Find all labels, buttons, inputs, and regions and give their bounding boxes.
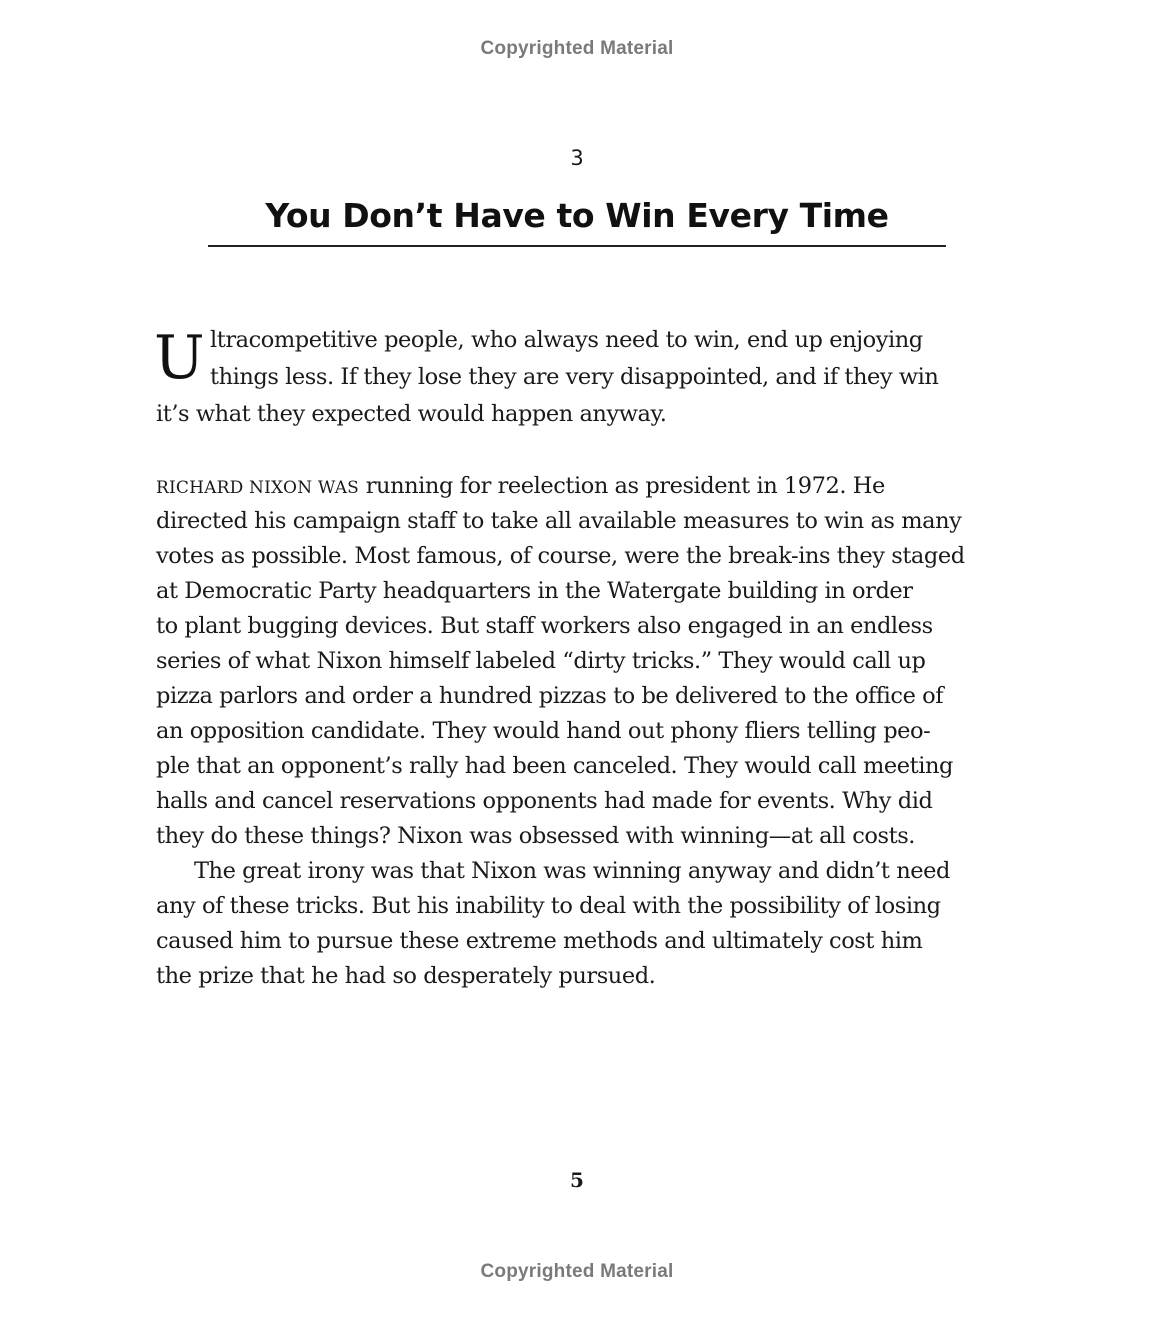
body-line: the prize that he had so desperately pursued. [156,963,656,989]
chapter-number: 3 [570,146,584,170]
body-line: they do these things? Nixon was obsessed with winning—at all costs. [156,823,915,849]
body-line: The great irony was that Nixon was winning anyway and didn’t need [194,858,950,884]
body-line: directed his campaign staff to take all available measures to win as many [156,508,962,534]
first-line-rest: running for reelection as president in 1972. He [359,473,885,499]
copyright-watermark-top: Copyrighted Material [480,38,674,59]
body-line: pizza parlors and order a hundred pizzas to be delivered to the office of [156,683,944,709]
intro-paragraph [156,322,1006,433]
intro-line: it’s what they expected would happen anyway. [156,401,667,427]
body-line: votes as possible. Most famous, of course, were the break-ins they staged [156,543,965,569]
body-line: an opposition candidate. They would hand out phony fliers telling peo- [156,718,931,744]
chapter-title: You Don’t Have to Win Every Time [265,196,889,235]
body-line-first [156,469,1006,504]
lead-in-smallcaps: RICHARD NIXON WAS [156,478,360,498]
body-line: ple that an opponent’s rally had been canceled. They would call meeting [156,753,953,779]
page-number: 5 [570,1168,584,1192]
drop-cap: U [154,323,205,393]
body-line: to plant bugging devices. But staff workers also engaged in an endless [156,613,933,639]
body-line: caused him to pursue these extreme methods and ultimately cost him [156,928,923,954]
body-line: at Democratic Party headquarters in the Watergate building in order [156,578,913,604]
body-text [156,469,1006,994]
intro-line: ltracompetitive people, who always need to win, end up enjoying [210,327,923,353]
body-line: halls and cancel reservations opponents had made for events. Why did [156,788,933,814]
copyright-watermark-bottom: Copyrighted Material [480,1261,674,1282]
title-underline-rule [208,245,946,247]
body-line: any of these tricks. But his inability to deal with the possibility of losing [156,893,941,919]
intro-line: things less. If they lose they are very disappointed, and if they win [210,364,939,390]
body-line: series of what Nixon himself labeled “dirty tricks.” They would call up [156,648,926,674]
